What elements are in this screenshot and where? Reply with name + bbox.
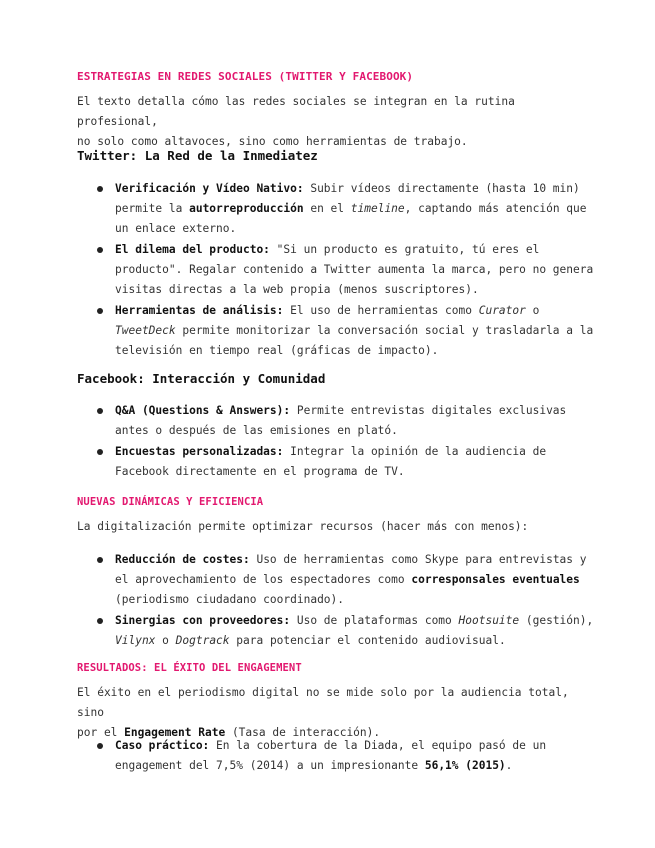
list-item — [77, 442, 597, 482]
bullet-icon — [97, 449, 103, 455]
bullet-icon — [97, 186, 103, 192]
list-item — [77, 611, 597, 651]
bullet-text: antes o después de las emisiones en plató. — [115, 424, 398, 437]
bullet-text: visitas directas a la web propia (menos suscriptores). — [115, 283, 479, 296]
bullet-icon — [97, 743, 103, 749]
bullet-text: Permite entrevistas digitales exclusivas — [290, 404, 567, 417]
subheading-facebook: Facebook: Interacción y Comunidad — [77, 371, 326, 386]
italic-term: Hootsuite — [458, 614, 520, 627]
bullet-label: El dilema del producto: — [115, 243, 270, 256]
bullet-text: producto". Regalar contenido a Twitter aumenta la marca, pero no genera — [115, 263, 594, 276]
list-item — [77, 550, 597, 610]
bullet-text: permite monitorizar la conversación social y trasladarla a la — [175, 324, 594, 337]
bullet-label: Caso práctico: — [115, 739, 210, 752]
bullet-text: o — [525, 304, 540, 317]
bold-term: Engagement Rate — [124, 726, 226, 739]
bullet-label: Q&A (Questions & Answers): — [115, 404, 291, 417]
bullet-icon — [97, 557, 103, 563]
section-heading-social-strategies: ESTRATEGIAS EN REDES SOCIALES (TWITTER Y FACEBOOK) — [77, 70, 414, 83]
bold-term: autorreproducción — [189, 202, 304, 215]
list-item — [77, 179, 597, 239]
italic-term: Curator — [478, 304, 526, 317]
bullet-text: . — [505, 759, 513, 772]
italic-term: TweetDeck — [115, 324, 176, 337]
results-intro-paragraph — [77, 683, 597, 743]
intro-line-1: El texto detalla cómo las redes sociales se integran en la rutina profesional, — [77, 95, 515, 128]
bullet-icon — [97, 247, 103, 253]
list-item — [77, 736, 597, 776]
intro-paragraph — [77, 92, 597, 152]
italic-term: timeline — [350, 202, 405, 215]
bullet-text: , captando más atención que — [404, 202, 587, 215]
bullet-text: televisión en tiempo real (gráficas de impacto). — [115, 344, 439, 357]
dynamics-intro-paragraph: La digitalización permite optimizar recursos (hacer más con menos): — [77, 520, 529, 533]
bullet-text: Uso de herramientas como Skype para entrevistas y — [249, 553, 587, 566]
bullet-text: engagement del 7,5% (2014) a un impresionante — [115, 759, 425, 772]
bullet-icon — [97, 618, 103, 624]
bullet-text: El uso de herramientas como — [283, 304, 479, 317]
bullet-icon — [97, 408, 103, 414]
bullet-text: Integrar la opinión de la audiencia de — [283, 445, 547, 458]
facebook-bullet-list — [77, 401, 597, 483]
list-item — [77, 401, 597, 441]
italic-term: Dogtrack — [175, 634, 230, 647]
bullet-text: para potenciar el contenido audiovisual. — [229, 634, 506, 647]
bullet-label: Reducción de costes: — [115, 553, 250, 566]
results-bullet-list — [77, 736, 597, 777]
list-item — [77, 301, 597, 361]
bullet-icon — [97, 308, 103, 314]
section-heading-new-dynamics: NUEVAS DINÁMICAS Y EFICIENCIA — [77, 496, 264, 508]
bullet-text: en el — [303, 202, 351, 215]
subheading-twitter: Twitter: La Red de la Inmediatez — [77, 148, 318, 163]
bullet-text: Uso de plataformas como — [290, 614, 459, 627]
twitter-bullet-list — [77, 179, 597, 362]
bullet-text: (periodismo ciudadano coordinado). — [115, 593, 345, 606]
bold-term: corresponsales eventuales — [411, 573, 580, 586]
bullet-text: Facebook directamente en el programa de TV. — [115, 465, 405, 478]
bullet-text: permite la — [115, 202, 190, 215]
bullet-text: un enlace externo. — [115, 222, 237, 235]
dynamics-bullet-list — [77, 550, 597, 652]
bullet-text: el aprovechamiento de los espectadores como — [115, 573, 412, 586]
intro-line-2: no solo como altavoces, sino como herramientas de trabajo. — [77, 135, 468, 148]
bullet-text: o — [155, 634, 176, 647]
results-text: (Tasa de interacción). — [225, 726, 381, 739]
bullet-label: Verificación y Vídeo Nativo: — [115, 182, 304, 195]
bullet-text: "Si un producto es gratuito, tú eres el — [269, 243, 540, 256]
bold-term: 56,1% (2015) — [424, 759, 506, 772]
list-item — [77, 240, 597, 300]
italic-term: Vilynx — [115, 634, 156, 647]
results-line-1: El éxito en el periodismo digital no se mide solo por la audiencia total, sino — [77, 686, 569, 719]
results-text: por el — [77, 726, 125, 739]
bullet-label: Encuestas personalizadas: — [115, 445, 284, 458]
bullet-text: Subir vídeos directamente (hasta 10 min) — [303, 182, 580, 195]
bullet-label: Sinergias con proveedores: — [115, 614, 291, 627]
bullet-text: (gestión), — [519, 614, 594, 627]
section-heading-results: RESULTADOS: EL ÉXITO DEL ENGAGEMENT — [77, 662, 302, 674]
bullet-text: En la cobertura de la Diada, el equipo pasó de un — [209, 739, 547, 752]
bullet-label: Herramientas de análisis: — [115, 304, 284, 317]
